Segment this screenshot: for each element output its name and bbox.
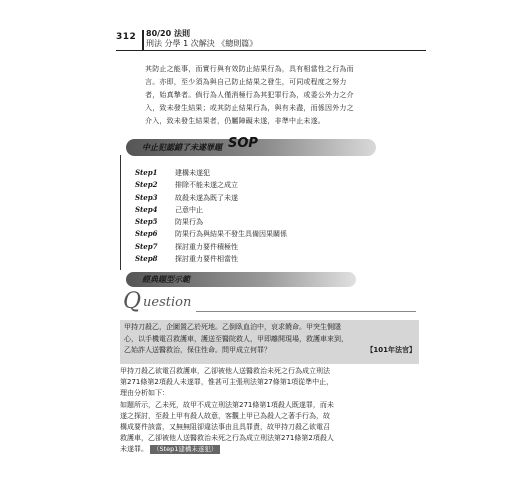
step-key: Step7 bbox=[135, 241, 158, 251]
sop-step bbox=[135, 253, 287, 265]
answer-line: 救護車，乙卻被他人送醫救治未死之行為成立刑法第271條第2項殺人 bbox=[120, 434, 334, 443]
question-line: 甲持刀殺乙，企圖置乙於死地。乙倒臥血泊中，哀求饒命。甲突生惻隱 bbox=[124, 323, 341, 331]
step-label: 排除不能未遂之成立 bbox=[175, 181, 238, 190]
answer-line: 構成要件該當，又無無阻卻違法事由且具罪責，故甲持刀殺乙欲電召 bbox=[120, 423, 330, 432]
sop-label: SOP bbox=[228, 136, 258, 151]
step-key: Step3 bbox=[135, 192, 158, 202]
question-heading-initial: Q bbox=[123, 289, 142, 314]
intro-paragraph bbox=[145, 63, 417, 128]
step-label: 探討重力要件積極性 bbox=[175, 242, 238, 251]
step-label: 建構未遂犯 bbox=[175, 169, 210, 177]
case-section-title: 經典題型示範 bbox=[142, 275, 190, 284]
sop-left-border bbox=[120, 155, 121, 270]
step-key: Step4 bbox=[135, 204, 158, 214]
page-number: 312 bbox=[116, 32, 137, 42]
book-title: 80/20 法則 bbox=[146, 29, 190, 38]
step-key: Step1 bbox=[135, 168, 158, 177]
question-text bbox=[124, 322, 416, 357]
question-line-text: 乙始詐人送醫救治，保住性命。問甲成立何罪？ bbox=[124, 346, 271, 354]
step-key: Step8 bbox=[135, 254, 158, 264]
step-label: 己意中止 bbox=[175, 205, 203, 214]
header-rule bbox=[116, 50, 426, 51]
step-label: 探討重力要件相當性 bbox=[175, 255, 238, 264]
sop-step-list bbox=[135, 167, 287, 265]
answer-line: 理由分析如下： bbox=[120, 389, 169, 398]
sop-step bbox=[135, 241, 287, 253]
step-key: Step5 bbox=[135, 217, 158, 227]
exam-source: 【101年法官】 bbox=[366, 346, 416, 354]
answer-text bbox=[120, 366, 420, 456]
answer-last-line: 未遂罪。 bbox=[120, 445, 148, 454]
sop-step bbox=[135, 204, 287, 216]
step-label: 防果行為與結果不發生具備因果關係 bbox=[175, 230, 287, 239]
sop-section-title: 中止犯認錯了未遂罪題 bbox=[142, 143, 222, 152]
paragraph-line: 言。亦即，至少須為與自己防止結果之發生，可同或程度之努力 bbox=[145, 78, 347, 86]
sop-step bbox=[135, 228, 287, 240]
paragraph-line: 入，致未發生結果；或其防止結果行為，與有未盡，而係因外力之 bbox=[145, 104, 354, 112]
header-divider bbox=[142, 30, 144, 50]
answer-line: 如題所示，乙未死，故甲不成立刑法第271條第1項殺人既遂罪，而未 bbox=[120, 400, 334, 409]
paragraph-line: 者，始真摯者。倘行為人僅消極行為其犯罪行為，或委公外力之介 bbox=[145, 91, 354, 99]
answer-line bbox=[120, 444, 420, 455]
question-heading-rest: uestion bbox=[143, 295, 192, 310]
book-subtitle: 刑法 分學 1 次解決 《總則篇》 bbox=[146, 39, 258, 48]
step-key: Step2 bbox=[135, 180, 158, 190]
step-label: 故殺未遂為既了未遂 bbox=[175, 193, 238, 202]
answer-line: 第271條第2項殺人未遂罪，惟甚可主張刑法第27條第1項從準中止， bbox=[120, 378, 334, 387]
paragraph-line: 其防止之能事，而實行與有效防止結果行為，具有相當性之行為而 bbox=[145, 65, 354, 73]
step-label: 防果行為 bbox=[175, 218, 203, 227]
answer-line: 遂之探討，至殺上甲有殺人故意，客觀上甲已為殺人之著手行為，故 bbox=[120, 411, 330, 420]
sop-step bbox=[135, 192, 287, 204]
paragraph-line: 介入，致未發生結果者，仍屬障礙未遂，非準中止未遂。 bbox=[145, 117, 325, 125]
sop-step bbox=[135, 167, 287, 179]
question-heading-rule bbox=[196, 311, 416, 312]
step-tag: （Step1建構未遂犯） bbox=[150, 445, 220, 454]
question-line: 心，以手機電召救護車，護送至醫院救人，甲即離開現場，救護車來到， bbox=[124, 334, 348, 343]
sop-step bbox=[135, 179, 287, 191]
step-key: Step6 bbox=[135, 229, 158, 239]
sop-step bbox=[135, 216, 287, 228]
answer-line: 甲持刀殺乙欲電召救護車，乙卻被他人送醫救治未死之行為成立刑法 bbox=[120, 367, 330, 375]
question-line bbox=[124, 345, 416, 357]
